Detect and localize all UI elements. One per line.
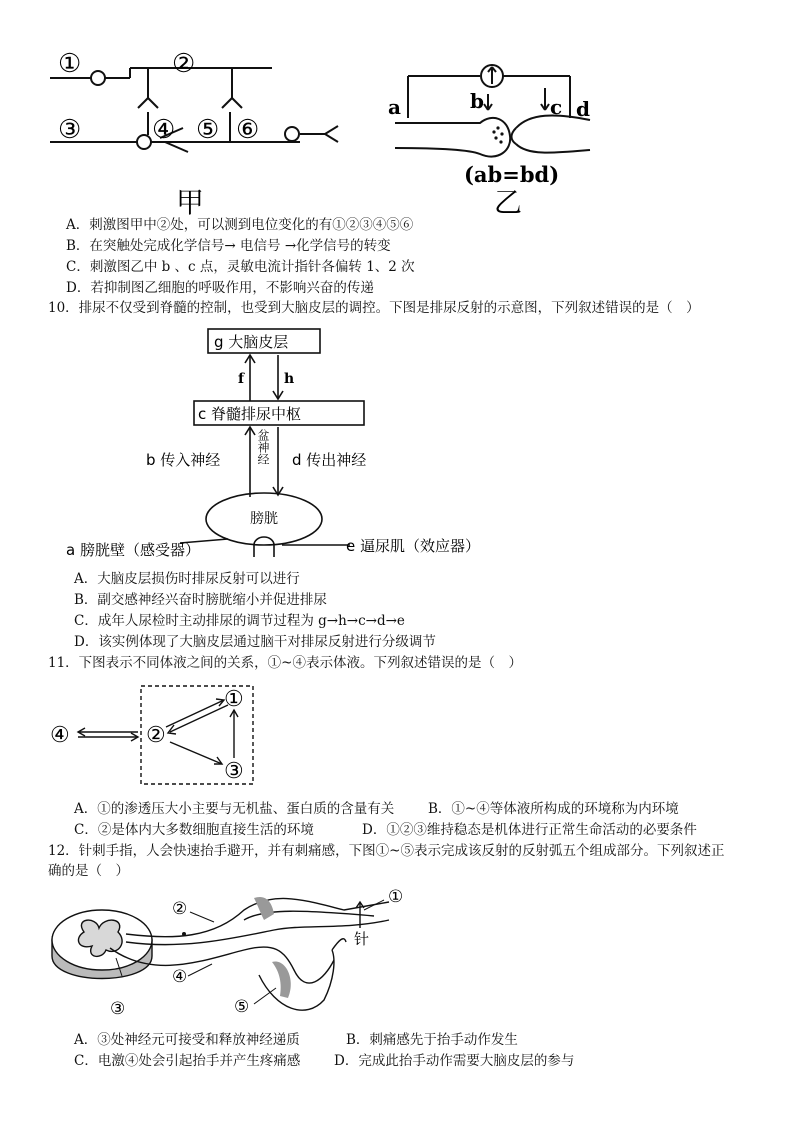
needle-label: 针 <box>354 930 370 948</box>
node-3: ③ <box>58 115 82 145</box>
q11-option-a: A．①的渗透压大小主要与无机盐、蛋白质的含量有关 <box>74 801 395 817</box>
h-label: h <box>284 371 295 387</box>
q11-option-c: C．②是体内大多数细胞直接生活的环境 <box>74 822 314 838</box>
figure-yi-caption: (ab=bd) <box>464 162 560 187</box>
point-a: a <box>388 95 401 119</box>
q10-stem: 10．排尿不仅受到脊髓的控制，也受到大脑皮层的调控。下图是排尿反射的示意图，下列叙述错误的是（ ） <box>48 300 700 316</box>
point-b: b <box>470 89 484 113</box>
label-3: ③ <box>110 999 126 1019</box>
q12-option-a: A．③处神经元可接受和释放神经递质 <box>74 1032 300 1048</box>
node-2: ② <box>172 49 196 79</box>
q9-option-b: B．在突触处完成化学信号→ 电信号 →化学信号的转变 <box>66 238 391 254</box>
receptor-label: a 膀胱壁（感受器） <box>66 541 200 559</box>
pelvic-label: 盆神经 <box>256 429 270 465</box>
point-d: d <box>576 97 590 121</box>
node-4: ④ <box>50 723 70 748</box>
q10-option-c: C．成年人尿检时主动排尿的调节过程为 g→h→c→d→e <box>74 613 405 629</box>
point-c: c <box>550 95 563 119</box>
node-1: ① <box>224 687 244 712</box>
label-4: ④ <box>172 967 188 987</box>
q12-diagram <box>44 880 424 1030</box>
efferent-label: d 传出神经 <box>292 451 367 469</box>
q12-option-d: D．完成此抬手动作需要大脑皮层的参与 <box>334 1053 575 1069</box>
figure-jia-label: 甲 <box>176 186 205 219</box>
node-4: ④ <box>152 115 176 145</box>
effector-label: e 逼尿肌（效应器） <box>346 537 480 555</box>
label-1: ① <box>388 887 404 907</box>
node-5: ⑤ <box>196 115 220 145</box>
q11-option-d: D．①②③维持稳态是机体进行正常生命活动的必要条件 <box>362 822 697 838</box>
q9-option-a: A．刺激图甲中②处，可以测到电位变化的有①②③④⑤⑥ <box>66 217 414 233</box>
node-2: ② <box>146 723 166 748</box>
q9-option-d: D．若抑制图乙细胞的呼吸作用，不影响兴奋的传递 <box>66 280 374 296</box>
f-label: f <box>238 371 245 387</box>
q10-diagram <box>60 325 540 565</box>
q10-option-d: D．该实例体现了大脑皮层通过脑干对排尿反射进行分级调节 <box>74 634 436 650</box>
q11-diagram <box>46 682 276 792</box>
figure-yi-label: 乙 <box>494 186 523 218</box>
label-5: ⑤ <box>234 997 250 1017</box>
label-2: ② <box>172 899 188 919</box>
q12-option-b: B．刺痛感先于抬手动作发生 <box>346 1032 518 1048</box>
figure-yi <box>380 58 610 218</box>
q11-stem: 11．下图表示不同体液之间的关系，①~④表示体液。下列叙述错误的是（ ） <box>48 655 522 671</box>
q12-stem-line1: 12．针刺手指，人会快速抬手避开，并有刺痛感，下图①~⑤表示完成该反射的反射弧五个组成部分。下列叙述正 <box>48 843 725 859</box>
q9-option-c: C．刺激图乙中 b 、c 点，灵敏电流计指针各偏转 1、2 次 <box>66 259 415 275</box>
node-3: ③ <box>224 759 244 784</box>
q10-option-a: A．大脑皮层损伤时排尿反射可以进行 <box>74 571 300 587</box>
bladder-label: 膀胱 <box>250 511 278 527</box>
q12-option-c: C．电激④处会引起抬手并产生疼痛感 <box>74 1053 301 1069</box>
q11-option-b: B．①~④等体液所构成的环境称为内环境 <box>428 801 679 817</box>
node-1: ① <box>58 49 82 79</box>
q10-option-b: B．副交感神经兴奋时膀胱缩小并促进排尿 <box>74 592 327 608</box>
q12-stem-line2: 确的是（ ） <box>48 863 129 879</box>
cortex-label: g 大脑皮层 <box>214 333 289 351</box>
afferent-label: b 传入神经 <box>146 451 221 469</box>
spinal-label: c 脊髓排尿中枢 <box>198 405 302 423</box>
figure-jia <box>40 40 360 220</box>
node-6: ⑥ <box>236 115 260 145</box>
